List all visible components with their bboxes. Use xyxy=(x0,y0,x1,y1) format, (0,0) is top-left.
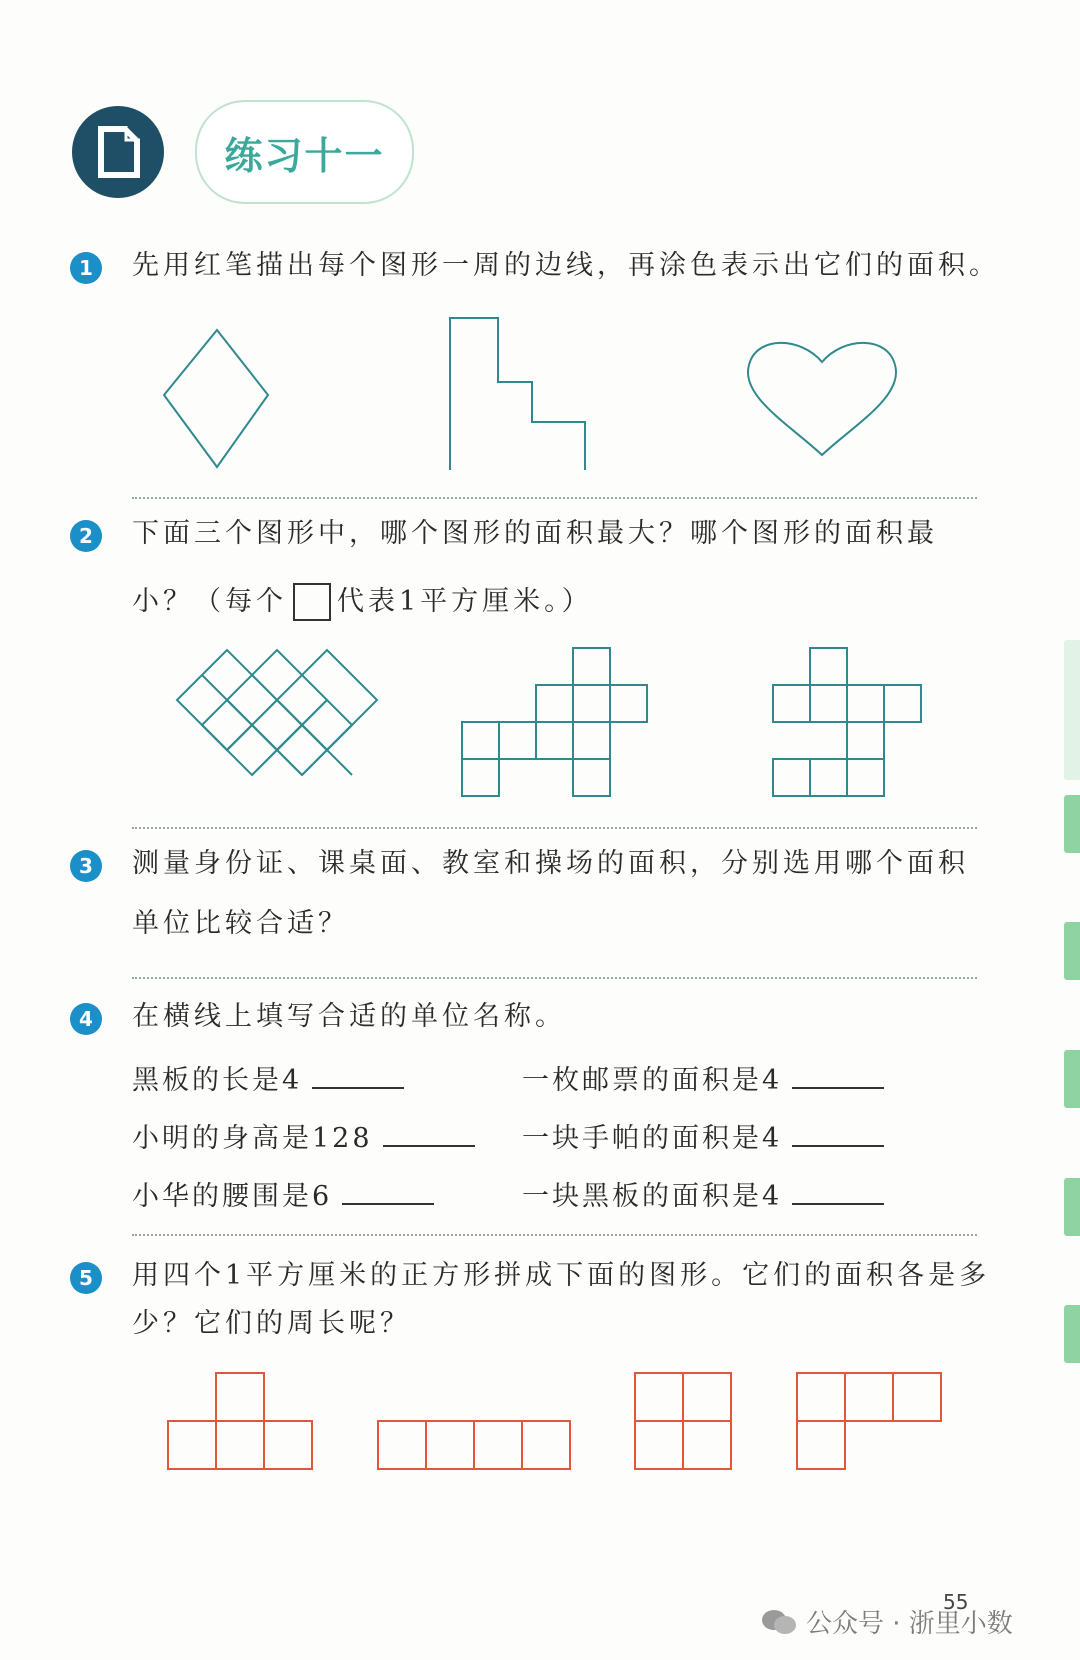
question-2-line2-start: 小？（每个 xyxy=(132,585,287,617)
line-shape xyxy=(378,1421,570,1469)
divider xyxy=(132,977,977,979)
answer-blank[interactable] xyxy=(792,1179,884,1205)
diamond-shape xyxy=(164,330,268,467)
question-number-2: 2 xyxy=(70,520,102,552)
fill-blank-item xyxy=(522,1116,884,1155)
fill-blank-prompt: 一块黑板的面积是4 xyxy=(522,1181,783,1212)
cross-grid-shape-b xyxy=(773,648,921,796)
fill-blank-prompt: 小华的腰围是6 xyxy=(132,1181,333,1212)
question-number-1: 1 xyxy=(70,252,102,284)
fill-blank-prompt: 小明的身高是128 xyxy=(132,1123,373,1154)
chat-bubble-icon xyxy=(760,1607,798,1637)
t-shape xyxy=(168,1373,312,1469)
question-3-line2: 单位比较合适？ xyxy=(132,908,349,939)
answer-blank[interactable] xyxy=(312,1063,404,1089)
answer-blank[interactable] xyxy=(342,1179,434,1205)
answer-blank[interactable] xyxy=(792,1063,884,1089)
q1-figures xyxy=(150,300,950,470)
divider xyxy=(132,827,977,829)
question-1-text: 先用红笔描出每个图形一周的边线，再涂色表示出它们的面积。 xyxy=(132,250,1000,281)
document-icon xyxy=(72,106,164,198)
question-2-line1: 下面三个图形中，哪个图形的面积最大？哪个图形的面积最 xyxy=(132,518,938,549)
question-2-line2 xyxy=(132,583,593,621)
question-number-5: 5 xyxy=(70,1262,102,1294)
q5-figures xyxy=(160,1365,960,1475)
page-edge-tab xyxy=(1064,1305,1080,1363)
exercise-title: 练习十一 xyxy=(195,100,414,204)
question-5-line1: 用四个1平方厘米的正方形拼成下面的图形。它们的面积各是多 xyxy=(132,1260,991,1291)
heart-shape xyxy=(748,343,896,455)
watermark xyxy=(760,1603,1013,1640)
unit-square-icon xyxy=(293,583,331,621)
cross-grid-shape-a xyxy=(462,648,647,796)
page-edge-tab xyxy=(1064,922,1080,980)
question-4-text: 在横线上填写合适的单位名称。 xyxy=(132,1001,566,1032)
question-5-line2: 少？它们的周长呢？ xyxy=(132,1308,411,1339)
page-edge-tab xyxy=(1064,1178,1080,1236)
fill-blank-item xyxy=(132,1174,434,1213)
question-3-line1: 测量身份证、课桌面、教室和操场的面积，分别选用哪个面积 xyxy=(132,848,969,879)
page-number: 55 xyxy=(943,1590,969,1614)
page-edge-tab xyxy=(1064,640,1080,780)
fill-blank-item xyxy=(522,1058,884,1097)
question-2-line2-end: 代表1平方厘米。） xyxy=(337,585,593,617)
exercise-icon-badge xyxy=(72,106,164,198)
fill-blank-prompt: 一枚邮票的面积是4 xyxy=(522,1065,783,1096)
answer-blank[interactable] xyxy=(383,1121,475,1147)
divider xyxy=(132,1234,977,1236)
answer-blank[interactable] xyxy=(792,1121,884,1147)
page-edge-tab xyxy=(1064,1050,1080,1108)
square-shape xyxy=(635,1373,731,1469)
l-shape xyxy=(797,1373,941,1469)
question-number-3: 3 xyxy=(70,850,102,882)
fill-blank-item xyxy=(132,1058,404,1097)
fill-blank-prompt: 黑板的长是4 xyxy=(132,1065,303,1096)
divider xyxy=(132,497,977,499)
question-number-4: 4 xyxy=(70,1003,102,1035)
diagonal-grid-shape xyxy=(177,650,377,775)
watermark-text: 公众号 · 浙里小数 xyxy=(806,1609,1013,1639)
fill-blank-item xyxy=(522,1174,884,1213)
page-edge-tab xyxy=(1064,795,1080,853)
fill-blank-item xyxy=(132,1116,475,1155)
staircase-shape xyxy=(450,318,585,470)
fill-blank-prompt: 一块手帕的面积是4 xyxy=(522,1123,783,1154)
q2-figures xyxy=(165,638,965,813)
